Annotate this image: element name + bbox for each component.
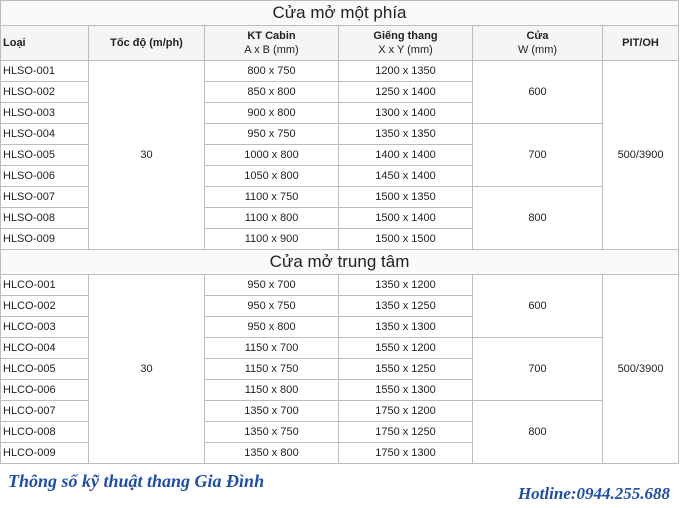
header-cabin-label: KT Cabin	[247, 30, 296, 42]
header-row	[1, 26, 679, 61]
cell-shaft: 1350 x 1250	[339, 296, 473, 317]
cell-cabin: 1150 x 750	[205, 359, 339, 380]
cell-door: 700	[473, 338, 603, 401]
header-pit: PIT/OH	[603, 26, 679, 61]
cell-cabin: 1350 x 800	[205, 443, 339, 464]
section-title: Cửa mở trung tâm	[1, 250, 679, 275]
cell-type: HLCO-009	[1, 443, 89, 464]
cell-cabin: 950 x 800	[205, 317, 339, 338]
cell-cabin: 800 x 750	[205, 61, 339, 82]
cell-cabin: 1150 x 700	[205, 338, 339, 359]
table-row	[1, 275, 679, 296]
cell-type: HLSO-003	[1, 103, 89, 124]
section-title-row	[1, 1, 679, 26]
header-shaft	[339, 26, 473, 61]
cell-type: HLCO-006	[1, 380, 89, 401]
header-door-sub: W (mm)	[517, 44, 558, 56]
cell-shaft: 1550 x 1250	[339, 359, 473, 380]
cell-door: 700	[473, 124, 603, 187]
cell-cabin: 1100 x 900	[205, 229, 339, 250]
cell-cabin: 900 x 800	[205, 103, 339, 124]
cell-door: 600	[473, 61, 603, 124]
cell-cabin: 1100 x 800	[205, 208, 339, 229]
header-door-label: Cửa	[526, 30, 549, 42]
cell-shaft: 1500 x 1350	[339, 187, 473, 208]
cell-type: HLSO-007	[1, 187, 89, 208]
cell-cabin: 1150 x 800	[205, 380, 339, 401]
cell-speed: 30	[89, 61, 205, 250]
cell-type: HLSO-002	[1, 82, 89, 103]
cell-type: HLCO-007	[1, 401, 89, 422]
cell-type: HLSO-009	[1, 229, 89, 250]
cell-shaft: 1400 x 1400	[339, 145, 473, 166]
header-cabin-sub: A x B (mm)	[244, 44, 299, 56]
cell-shaft: 1200 x 1350	[339, 61, 473, 82]
cell-cabin: 1050 x 800	[205, 166, 339, 187]
cell-door: 600	[473, 275, 603, 338]
cell-type: HLSO-008	[1, 208, 89, 229]
section-title-row	[1, 250, 679, 275]
cell-cabin: 950 x 750	[205, 296, 339, 317]
table-row	[1, 61, 679, 82]
cell-cabin: 1100 x 750	[205, 187, 339, 208]
cell-shaft: 1500 x 1500	[339, 229, 473, 250]
cell-door: 800	[473, 401, 603, 464]
cell-cabin: 950 x 700	[205, 275, 339, 296]
cell-shaft: 1350 x 1200	[339, 275, 473, 296]
cell-type: HLCO-008	[1, 422, 89, 443]
cell-shaft: 1450 x 1400	[339, 166, 473, 187]
cell-shaft: 1750 x 1200	[339, 401, 473, 422]
cell-type: HLSO-004	[1, 124, 89, 145]
cell-shaft: 1550 x 1200	[339, 338, 473, 359]
cell-type: HLCO-002	[1, 296, 89, 317]
cell-type: HLSO-005	[1, 145, 89, 166]
cell-cabin: 850 x 800	[205, 82, 339, 103]
cell-type: HLSO-006	[1, 166, 89, 187]
header-type: Loại	[1, 26, 89, 61]
cell-type: HLCO-001	[1, 275, 89, 296]
header-cabin	[205, 26, 339, 61]
cell-cabin: 1350 x 700	[205, 401, 339, 422]
cell-cabin: 1000 x 800	[205, 145, 339, 166]
cell-shaft: 1750 x 1300	[339, 443, 473, 464]
cell-type: HLCO-005	[1, 359, 89, 380]
cell-type: HLCO-003	[1, 317, 89, 338]
cell-shaft: 1300 x 1400	[339, 103, 473, 124]
cell-shaft: 1550 x 1300	[339, 380, 473, 401]
cell-shaft: 1500 x 1400	[339, 208, 473, 229]
cell-door: 800	[473, 187, 603, 250]
cell-shaft: 1750 x 1250	[339, 422, 473, 443]
header-speed: Tốc độ (m/ph)	[89, 26, 205, 61]
footer-hotline: Hotline:0944.255.688	[517, 484, 670, 503]
cell-shaft: 1250 x 1400	[339, 82, 473, 103]
cell-type: HLCO-004	[1, 338, 89, 359]
header-door	[473, 26, 603, 61]
cell-speed: 30	[89, 275, 205, 464]
cell-shaft: 1350 x 1300	[339, 317, 473, 338]
cell-cabin: 950 x 750	[205, 124, 339, 145]
header-shaft-label: Giếng thang	[373, 30, 438, 42]
cell-shaft: 1350 x 1350	[339, 124, 473, 145]
cell-cabin: 1350 x 750	[205, 422, 339, 443]
header-shaft-sub: X x Y (mm)	[378, 44, 433, 56]
cell-pit: 500/3900	[603, 61, 679, 250]
cell-pit: 500/3900	[603, 275, 679, 464]
section-title: Cửa mở một phía	[1, 1, 679, 26]
footer-title: Thông số kỹ thuật thang Gia Đình	[8, 471, 265, 491]
cell-type: HLSO-001	[1, 61, 89, 82]
